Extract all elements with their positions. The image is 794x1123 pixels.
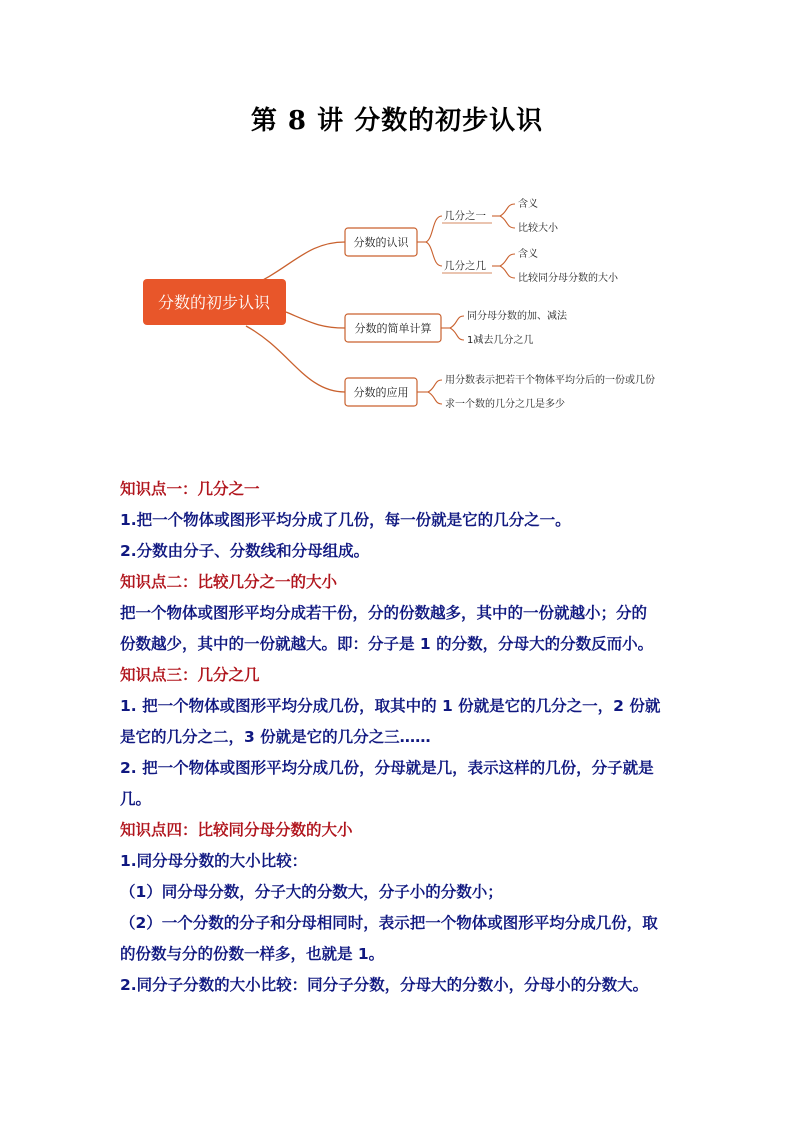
section-line: 1.同分母分数的大小比较：: [120, 852, 308, 870]
section-line: 的份数与分的份数一样多，也就是 1。: [120, 945, 385, 963]
leaf-1-2-2: 比较同分母分数的大小: [518, 273, 618, 284]
section-line: 份数越少，其中的一份就越大。即：分子是 1 的分数，分母大的分数反而小。: [120, 635, 654, 653]
section-line: （1）同分母分数，分子大的分数大，分子小的分数小；: [120, 883, 503, 901]
leaf-3-2: 求一个数的几分之几是多少: [445, 399, 565, 410]
section-2: [120, 567, 680, 660]
section-line: 几。: [120, 790, 152, 808]
sub-label-2: 几分之几: [444, 260, 486, 272]
section-1: [120, 474, 680, 567]
section-line: 把一个物体或图形平均分成若干份，分的份数越多，其中的一份就越小；分的: [120, 604, 648, 622]
page-title: 第 8 讲 分数的初步认识: [250, 106, 544, 136]
section-line: 2.同分子分数的大小比较：同分子分数，分母大的分数小，分母小的分数大。: [120, 976, 649, 994]
branch-label-1: 分数的认识: [353, 236, 409, 249]
leaf-2-1: 同分母分数的加、减法: [467, 311, 567, 322]
section-4: [120, 815, 680, 1001]
section-line: 1.把一个物体或图形平均分成了几份，每一份就是它的几分之一。: [120, 511, 571, 529]
leaf-2-2: 1减去几分之几: [467, 335, 534, 346]
section-line: （2）一个分数的分子和分母相同时，表示把一个物体或图形平均分成几份，取: [120, 914, 658, 932]
leaf-1-1-2: 比较大小: [518, 223, 558, 234]
mind-map: [0, 0, 794, 440]
section-3: [120, 660, 680, 815]
center-label: 分数的初步认识: [157, 293, 271, 312]
section-heading: 知识点四：比较同分母分数的大小: [120, 821, 353, 839]
section-line: 2. 把一个物体或图形平均分成几份，分母就是几，表示这样的几份，分子就是: [120, 759, 654, 777]
section-heading: 知识点一：几分之一: [120, 480, 260, 498]
leaf-3-1: 用分数表示把若干个物体平均分后的一份或几份: [445, 375, 655, 386]
branch1-connectors: [417, 204, 515, 404]
sub-label-1: 几分之一: [444, 210, 486, 222]
section-line: 是它的几分之二，3 份就是它的几分之三……: [120, 728, 431, 746]
branch-label-2: 分数的简单计算: [354, 322, 432, 335]
section-heading: 知识点二：比较几分之一的大小: [120, 573, 338, 591]
leaf-1-1-1: 含义: [518, 199, 538, 210]
branch-label-3: 分数的应用: [353, 386, 409, 399]
section-heading: 知识点三：几分之几: [120, 666, 260, 684]
leaf-1-2-1: 含义: [518, 249, 538, 260]
knowledge-points: [120, 474, 680, 1001]
section-line: 2.分数由分子、分数线和分母组成。: [120, 542, 370, 560]
section-line: 1. 把一个物体或图形平均分成几份，取其中的 1 份就是它的几分之一，2 份就: [120, 697, 661, 715]
